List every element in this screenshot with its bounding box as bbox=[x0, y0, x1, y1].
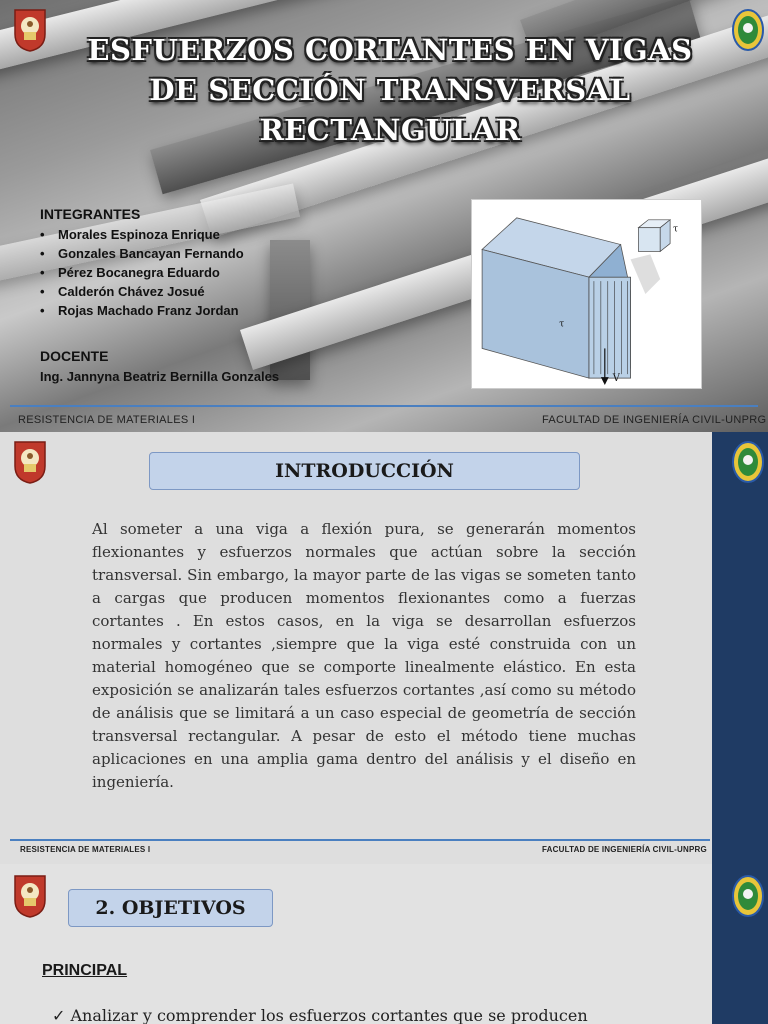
section-title: 2. OBJETIVOS bbox=[68, 889, 273, 927]
bullet-icon: • bbox=[40, 303, 45, 318]
footer-course: RESISTENCIA DE MATERIALES I bbox=[18, 414, 196, 426]
subheading-principal: PRINCIPAL bbox=[42, 962, 128, 979]
teacher-heading: DOCENTE bbox=[40, 348, 109, 364]
tau-element-label: τ bbox=[673, 224, 679, 235]
members-section bbox=[40, 206, 244, 320]
footer-faculty: FACULTAD DE INGENIERÍA CIVIL-UNPRG bbox=[542, 414, 767, 426]
tau-face-label: τ bbox=[559, 319, 565, 330]
member-name: Calderón Chávez Josué bbox=[58, 284, 205, 299]
members-list bbox=[40, 225, 244, 320]
member-name: Pérez Bocanegra Eduardo bbox=[58, 265, 220, 280]
list-item bbox=[40, 263, 244, 282]
side-band bbox=[712, 432, 768, 864]
teacher-name: Ing. Jannyna Beatriz Bernilla Gonzales bbox=[40, 369, 280, 384]
list-item bbox=[40, 282, 244, 301]
bullet-icon: • bbox=[40, 246, 45, 261]
objective-text: Analizar y comprender los esfuerzos cortantes que se producen bbox=[70, 1006, 588, 1024]
university-crest-icon bbox=[13, 874, 47, 918]
footer-divider bbox=[10, 405, 758, 407]
bullet-icon: • bbox=[40, 227, 45, 242]
footer-faculty: FACULTAD DE INGENIERÍA CIVIL-UNPRG bbox=[542, 845, 707, 854]
faculty-emblem-icon bbox=[731, 874, 765, 918]
list-item bbox=[40, 244, 244, 263]
title-line: DE SECCIÓN TRANSVERSAL bbox=[149, 73, 631, 107]
footer-divider bbox=[10, 839, 710, 841]
faculty-emblem-icon bbox=[731, 440, 765, 484]
footer-course: RESISTENCIA DE MATERIALES I bbox=[20, 845, 151, 854]
title-line: RECTANGULAR bbox=[259, 113, 521, 147]
members-heading: INTEGRANTES bbox=[40, 206, 141, 222]
list-item bbox=[40, 225, 244, 244]
bullet-icon: • bbox=[40, 284, 45, 299]
bullet-icon: • bbox=[40, 265, 45, 280]
introduction-paragraph: Al someter a una viga a flexión pura, se generarán momentos flexionantes y esfuerzos normales que actúan sobre la sección transversal. Sin embargo, la mayor parte de las vigas se someten tanto a cargas que producen momentos flexionantes como a fuerzas cortantes . En estos casos, en la viga se desarrollan esfuerzos normales y cortantes ,siempre que la viga esté construida con un material homogéneo que se comporte linealmente elástico. En esta exposición se analizarán tales esfuerzos cortantes ,así como su método de análisis que se limitará a un caso especial de geometría de sección transversal rectangular. A pesar de esto el método tiene muchas aplicaciones en una amplia gama dentro del análisis y el diseño en ingeniería. bbox=[92, 520, 636, 791]
objective-item bbox=[52, 1006, 588, 1024]
objectives-slide bbox=[0, 864, 768, 1024]
member-name: Rojas Machado Franz Jordan bbox=[58, 303, 239, 318]
member-name: Morales Espinoza Enrique bbox=[58, 227, 220, 242]
title-line: ESFUERZOS CORTANTES EN VIGAS bbox=[87, 33, 693, 67]
teacher-section bbox=[40, 348, 279, 384]
list-item bbox=[40, 301, 244, 320]
introduction-slide bbox=[0, 432, 768, 864]
university-crest-icon bbox=[13, 440, 47, 484]
shear-force-label: V bbox=[612, 373, 620, 385]
member-name: Gonzales Bancayan Fernando bbox=[58, 246, 244, 261]
checkmark-icon: ✓ bbox=[52, 1006, 66, 1024]
title-slide bbox=[0, 0, 768, 432]
presentation-title bbox=[40, 30, 740, 150]
section-title: INTRODUCCIÓN bbox=[149, 452, 580, 490]
beam-shear-figure bbox=[471, 199, 702, 389]
